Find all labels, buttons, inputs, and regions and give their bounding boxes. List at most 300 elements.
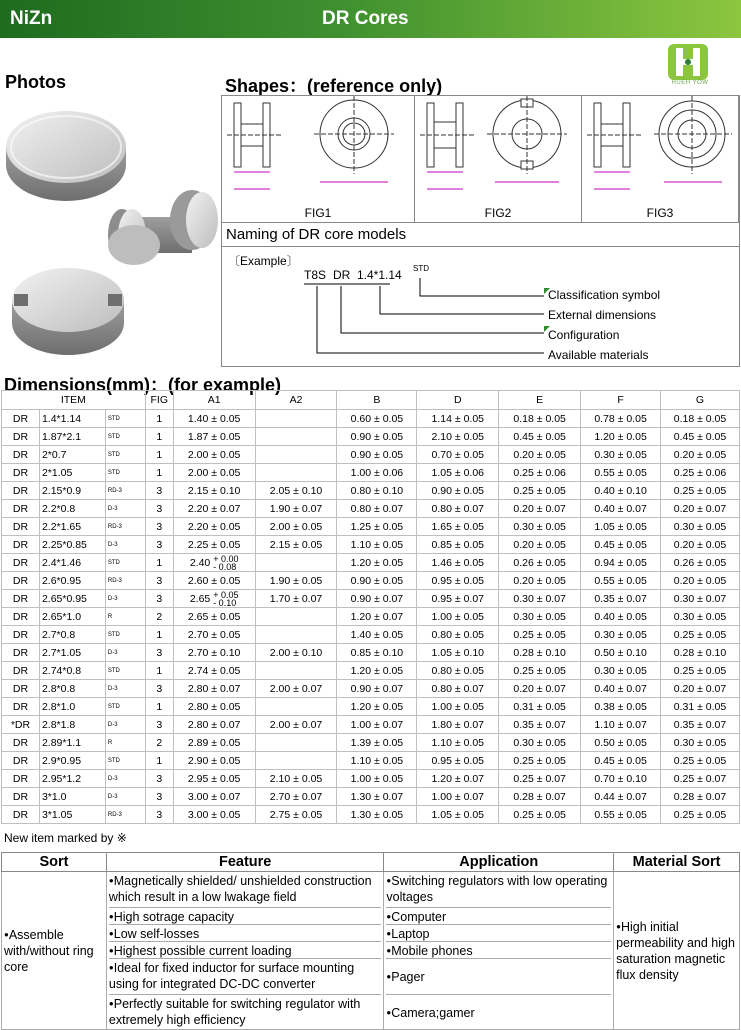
d-value: 0.80 ± 0.05 [417,626,499,644]
fig3-diagram [582,96,739,206]
dimensions-title: Dimensions(mm)：(for example) [4,375,282,395]
e-value: 0.20 ± 0.05 [499,446,581,464]
item-size: 2.4*1.46 [39,554,105,572]
item-class: STD [105,410,145,428]
table-row [2,428,740,446]
d-value: 0.80 ± 0.05 [417,662,499,680]
e-value: 0.26 ± 0.05 [499,554,581,572]
a2-value: 2.05 ± 0.10 [255,482,337,500]
material-label: NiZn [10,8,53,29]
a2-value [255,662,337,680]
col-f: F [581,391,661,410]
material-sort-text: High initial permeability and high saturation magnetic flux density [616,919,735,982]
fig-number: 1 [145,662,173,680]
d-value: 1.65 ± 0.05 [417,518,499,536]
item-class: RD-3 [105,482,145,500]
item-size: 3*1.05 [39,806,105,824]
page-header [0,0,741,38]
b-value: 1.40 ± 0.05 [337,626,417,644]
d-value: 1.05 ± 0.06 [417,464,499,482]
item-class: STD [105,554,145,572]
b-value: 0.60 ± 0.05 [337,410,417,428]
f-value: 0.44 ± 0.07 [581,788,661,806]
table-row [2,500,740,518]
item-size: 2.74*0.8 [39,662,105,680]
fig-number: 1 [145,410,173,428]
g-value: 0.30 ± 0.05 [661,608,740,626]
sort-cell: ●Assemble with/without ring core [2,872,107,1030]
item-size: 2.95*1.2 [39,770,105,788]
item-prefix: DR [2,806,40,824]
a2-value [255,608,337,626]
d-value: 2.10 ± 0.05 [417,428,499,446]
e-value: 0.30 ± 0.07 [499,590,581,608]
photos-title: Photos [5,72,66,92]
f-value: 0.45 ± 0.05 [581,752,661,770]
fig3-drawing [582,96,739,222]
a1-value: 3.00 ± 0.07 [173,788,255,806]
b-value: 1.20 ± 0.05 [337,662,417,680]
fig-number: 3 [145,806,173,824]
g-value: 0.45 ± 0.05 [661,428,740,446]
b-value: 1.00 ± 0.06 [337,464,417,482]
g-value: 0.26 ± 0.05 [661,554,740,572]
legend-external-dimensions: External dimensions [548,308,657,322]
a2-value [255,698,337,716]
g-value: 0.30 ± 0.05 [661,734,740,752]
new-item-note: New item marked by ※ [4,831,127,845]
b-value: 1.00 ± 0.07 [337,716,417,734]
item-size: 2.65*0.95 [39,590,105,608]
b-value: 1.20 ± 0.07 [337,608,417,626]
a1-value: 2.70 ± 0.10 [173,644,255,662]
b-value: 1.25 ± 0.05 [337,518,417,536]
g-value: 0.28 ± 0.07 [661,788,740,806]
naming-leader-lines [222,248,739,366]
item-prefix: DR [2,680,40,698]
item-size: 2*0.7 [39,446,105,464]
code-materials: T8S [304,268,327,282]
material-sort-cell: ●High initial permeability and high saturation magnetic flux density [614,872,740,1030]
e-value: 0.25 ± 0.05 [499,662,581,680]
b-value: 1.20 ± 0.05 [337,698,417,716]
table-row [2,680,740,698]
item-size: 2.6*0.95 [39,572,105,590]
application-item: ●Switching regulators with low operating voltages [386,872,611,908]
fig-number: 3 [145,716,173,734]
code-dimensions: 1.4*1.14 [357,268,402,282]
g-value: 0.20 ± 0.05 [661,572,740,590]
item-size: 2.15*0.9 [39,482,105,500]
f-value: 0.40 ± 0.07 [581,680,661,698]
a2-value [255,446,337,464]
f-value: 0.30 ± 0.05 [581,446,661,464]
fig-number: 3 [145,572,173,590]
f-value: 0.50 ± 0.05 [581,734,661,752]
d-value: 0.95 ± 0.07 [417,590,499,608]
d-value: 0.85 ± 0.05 [417,536,499,554]
g-value: 0.30 ± 0.05 [661,518,740,536]
item-size: 2.2*0.8 [39,500,105,518]
feature-item: ●Ideal for fixed inductor for surface mounting using for integrated DC-DC converter [109,959,382,995]
a1-value: 2.20 ± 0.05 [173,518,255,536]
item-class: STD [105,446,145,464]
d-value: 0.90 ± 0.05 [417,482,499,500]
col-sort: Sort [2,853,107,872]
b-value: 0.85 ± 0.10 [337,644,417,662]
f-value: 1.20 ± 0.05 [581,428,661,446]
a2-value: 1.90 ± 0.05 [255,572,337,590]
fig-number: 1 [145,752,173,770]
fig-number: 1 [145,464,173,482]
item-class: STD [105,698,145,716]
d-value: 1.10 ± 0.05 [417,734,499,752]
a2-value [255,428,337,446]
a1-value: 2.25 ± 0.05 [173,536,255,554]
item-prefix: DR [2,554,40,572]
application-item: ●Laptop [386,925,611,942]
a1-value: 2.60 ± 0.05 [173,572,255,590]
table-row [2,554,740,572]
e-value: 0.30 ± 0.05 [499,518,581,536]
b-value: 1.10 ± 0.05 [337,752,417,770]
item-prefix: DR [2,662,40,680]
col-a2: A2 [255,391,337,410]
a2-value [255,734,337,752]
e-value: 0.20 ± 0.07 [499,680,581,698]
e-value: 0.18 ± 0.05 [499,410,581,428]
item-size: 2.2*1.65 [39,518,105,536]
a2-value [255,554,337,572]
item-class: RD-3 [105,806,145,824]
item-prefix: DR [2,590,40,608]
table-row [2,806,740,824]
item-class: STD [105,464,145,482]
e-value: 0.25 ± 0.05 [499,626,581,644]
fig-number: 3 [145,770,173,788]
table-row [2,626,740,644]
col-a1: A1 [173,391,255,410]
g-value: 0.20 ± 0.05 [661,536,740,554]
feature-item: ●Perfectly suitable for switching regulator with extremely high efficiency [108,997,361,1027]
item-class: D-3 [105,500,145,518]
item-prefix: DR [2,626,40,644]
application-cell [384,872,614,1030]
fig-number: 1 [145,428,173,446]
code-configuration: DR [333,268,351,282]
application-item: ●Mobile phones [386,942,611,959]
item-size: 2.8*1.0 [39,698,105,716]
g-value: 0.35 ± 0.07 [661,716,740,734]
dimensions-table [1,390,740,824]
table-row [2,734,740,752]
table-row [2,482,740,500]
table-row [2,716,740,734]
shapes-title: Shapes：(reference only) [225,76,443,96]
g-value: 0.30 ± 0.07 [661,590,740,608]
shapes-panel [221,95,740,367]
col-item: ITEM [2,391,146,410]
fig-number: 1 [145,554,173,572]
item-class: D-3 [105,716,145,734]
fig-number: 1 [145,698,173,716]
item-size: 2.8*1.8 [39,716,105,734]
e-value: 0.25 ± 0.06 [499,464,581,482]
g-value: 0.31 ± 0.05 [661,698,740,716]
item-prefix: DR [2,410,40,428]
a2-value [255,464,337,482]
feature-item: ●Highest possible current loading [109,942,382,959]
fig-number: 1 [145,446,173,464]
a2-value: 2.00 ± 0.07 [255,680,337,698]
item-prefix: DR [2,752,40,770]
a2-value: 2.75 ± 0.05 [255,806,337,824]
e-value: 0.20 ± 0.07 [499,500,581,518]
d-value: 0.80 ± 0.07 [417,680,499,698]
item-prefix: DR [2,572,40,590]
fig-number: 3 [145,536,173,554]
item-size: 2.65*1.0 [39,608,105,626]
a2-value: 1.70 ± 0.07 [255,590,337,608]
feature-item: ●Magnetically shielded/ unshielded construction which result in a low lwakage field [109,872,382,908]
g-value: 0.20 ± 0.07 [661,500,740,518]
a2-value: 2.00 ± 0.07 [255,716,337,734]
a1-value: 2.20 ± 0.07 [173,500,255,518]
f-value: 0.45 ± 0.05 [581,536,661,554]
a2-value: 2.10 ± 0.05 [255,770,337,788]
item-class: R [105,734,145,752]
a1-value: 2.65 + 0.05 - 0.10 [173,590,255,608]
d-value: 1.00 ± 0.05 [417,608,499,626]
f-value: 0.40 ± 0.07 [581,500,661,518]
item-class: R [105,608,145,626]
e-value: 0.31 ± 0.05 [499,698,581,716]
naming-example [222,248,739,366]
legend-available-materials: Available materials [548,348,649,362]
table-row [2,410,740,428]
f-value: 0.50 ± 0.10 [581,644,661,662]
item-size: 1.87*2.1 [39,428,105,446]
g-value: 0.25 ± 0.06 [661,464,740,482]
features-header-row [2,853,740,872]
col-feature: Feature [106,853,384,872]
d-value: 0.80 ± 0.07 [417,500,499,518]
item-size: 2.89*1.1 [39,734,105,752]
col-material-sort: Material Sort [614,853,740,872]
item-size: 2.9*0.95 [39,752,105,770]
fig2-drawing [415,96,582,222]
application-item: ●Computer [386,908,611,925]
e-value: 0.35 ± 0.07 [499,716,581,734]
a2-value: 2.00 ± 0.10 [255,644,337,662]
f-value: 0.38 ± 0.05 [581,698,661,716]
table-row [2,662,740,680]
item-prefix: DR [2,788,40,806]
item-size: 2.7*1.05 [39,644,105,662]
a1-value: 2.40 + 0.00 - 0.08 [173,554,255,572]
item-size: 2.8*0.8 [39,680,105,698]
f-value: 0.55 ± 0.05 [581,806,661,824]
g-value: 0.20 ± 0.05 [661,446,740,464]
g-value: 0.20 ± 0.07 [661,680,740,698]
table-row [2,752,740,770]
item-class: STD [105,428,145,446]
fig2-caption: FIG2 [484,206,512,220]
a2-value: 1.90 ± 0.07 [255,500,337,518]
g-value: 0.25 ± 0.05 [661,806,740,824]
b-value: 1.39 ± 0.05 [337,734,417,752]
item-size: 2.7*0.8 [39,626,105,644]
a1-value: 2.95 ± 0.05 [173,770,255,788]
code-classification: STD [413,264,429,273]
fig-number: 3 [145,788,173,806]
table-row [2,572,740,590]
fig1-caption: FIG1 [304,206,332,220]
table-row [2,698,740,716]
company-logo-icon [666,42,710,82]
item-prefix: DR [2,428,40,446]
e-value: 0.25 ± 0.07 [499,770,581,788]
fig-number: 2 [145,734,173,752]
a1-value: 1.87 ± 0.05 [173,428,255,446]
f-value: 0.35 ± 0.07 [581,590,661,608]
item-prefix: DR [2,770,40,788]
item-size: 1.4*1.14 [39,410,105,428]
b-value: 1.00 ± 0.05 [337,770,417,788]
f-value: 0.94 ± 0.05 [581,554,661,572]
table-row [2,446,740,464]
b-value: 0.90 ± 0.05 [337,428,417,446]
a1-value: 2.00 ± 0.05 [173,446,255,464]
item-class: STD [105,662,145,680]
item-class: D-3 [105,590,145,608]
d-value: 1.46 ± 0.05 [417,554,499,572]
item-class: D-3 [105,788,145,806]
sort-text: Assemble with/without ring core [4,927,94,974]
fig-number: 3 [145,644,173,662]
d-value: 1.20 ± 0.07 [417,770,499,788]
e-value: 0.28 ± 0.10 [499,644,581,662]
item-prefix: DR [2,518,40,536]
item-prefix: DR [2,734,40,752]
table-row [2,590,740,608]
f-value: 1.10 ± 0.07 [581,716,661,734]
f-value: 0.78 ± 0.05 [581,410,661,428]
b-value: 0.90 ± 0.07 [337,590,417,608]
col-d: D [417,391,499,410]
d-value: 1.14 ± 0.05 [417,410,499,428]
a2-value: 2.15 ± 0.05 [255,536,337,554]
item-class: D-3 [105,644,145,662]
col-b: B [337,391,417,410]
g-value: 0.25 ± 0.07 [661,770,740,788]
d-value: 0.70 ± 0.05 [417,446,499,464]
item-prefix: DR [2,698,40,716]
table-header-row [2,391,740,410]
e-value: 0.25 ± 0.05 [499,806,581,824]
page-title: DR Cores [322,8,409,29]
application-item: ●Camera;gamer [386,1006,475,1020]
col-application: Application [384,853,614,872]
fig-number: 3 [145,518,173,536]
item-prefix: DR [2,608,40,626]
item-class: D-3 [105,536,145,554]
legend-classification: Classification symbol [548,288,661,302]
b-value: 1.10 ± 0.05 [337,536,417,554]
d-value: 1.00 ± 0.07 [417,788,499,806]
a1-value: 1.40 ± 0.05 [173,410,255,428]
a1-value: 2.15 ± 0.10 [173,482,255,500]
e-value: 0.28 ± 0.07 [499,788,581,806]
f-value: 0.55 ± 0.05 [581,464,661,482]
item-prefix: DR [2,500,40,518]
feature-cell [106,872,384,1030]
b-value: 1.20 ± 0.05 [337,554,417,572]
a2-value [255,752,337,770]
g-value: 0.28 ± 0.10 [661,644,740,662]
f-value: 1.05 ± 0.05 [581,518,661,536]
naming-title: Naming of DR core models [222,222,739,247]
e-value: 0.25 ± 0.05 [499,752,581,770]
a1-value: 2.80 ± 0.05 [173,698,255,716]
item-prefix: DR [2,482,40,500]
d-value: 0.95 ± 0.05 [417,752,499,770]
table-row [2,536,740,554]
a2-value: 2.00 ± 0.05 [255,518,337,536]
d-value: 1.00 ± 0.05 [417,698,499,716]
item-size: 3*1.0 [39,788,105,806]
legend-configuration: Configuration [548,328,620,342]
d-value: 0.95 ± 0.05 [417,572,499,590]
g-value: 0.18 ± 0.05 [661,410,740,428]
a1-value: 2.65 ± 0.05 [173,608,255,626]
f-value: 0.30 ± 0.05 [581,626,661,644]
col-g: G [661,391,740,410]
d-value: 1.05 ± 0.10 [417,644,499,662]
fig-number: 3 [145,590,173,608]
feature-item: ●High sotrage capacity [109,908,382,925]
e-value: 0.20 ± 0.05 [499,536,581,554]
item-prefix: DR [2,536,40,554]
b-value: 0.80 ± 0.07 [337,500,417,518]
b-value: 0.90 ± 0.05 [337,572,417,590]
g-value: 0.25 ± 0.05 [661,482,740,500]
col-e: E [499,391,581,410]
a1-value: 3.00 ± 0.05 [173,806,255,824]
b-value: 0.90 ± 0.05 [337,446,417,464]
item-prefix: *DR [2,716,40,734]
item-size: 2.25*0.85 [39,536,105,554]
g-value: 0.25 ± 0.05 [661,626,740,644]
e-value: 0.45 ± 0.05 [499,428,581,446]
b-value: 1.30 ± 0.05 [337,806,417,824]
table-row [2,518,740,536]
b-value: 0.80 ± 0.10 [337,482,417,500]
e-value: 0.30 ± 0.05 [499,734,581,752]
table-row [2,644,740,662]
g-value: 0.25 ± 0.05 [661,662,740,680]
a2-value [255,626,337,644]
feature-item: ●Low self-losses [109,925,382,942]
e-value: 0.20 ± 0.05 [499,572,581,590]
d-value: 1.05 ± 0.05 [417,806,499,824]
fig-number: 2 [145,608,173,626]
fig-number: 3 [145,500,173,518]
a1-value: 2.89 ± 0.05 [173,734,255,752]
a1-value: 2.80 ± 0.07 [173,680,255,698]
fig1-diagram [222,96,415,206]
fig-number: 3 [145,680,173,698]
